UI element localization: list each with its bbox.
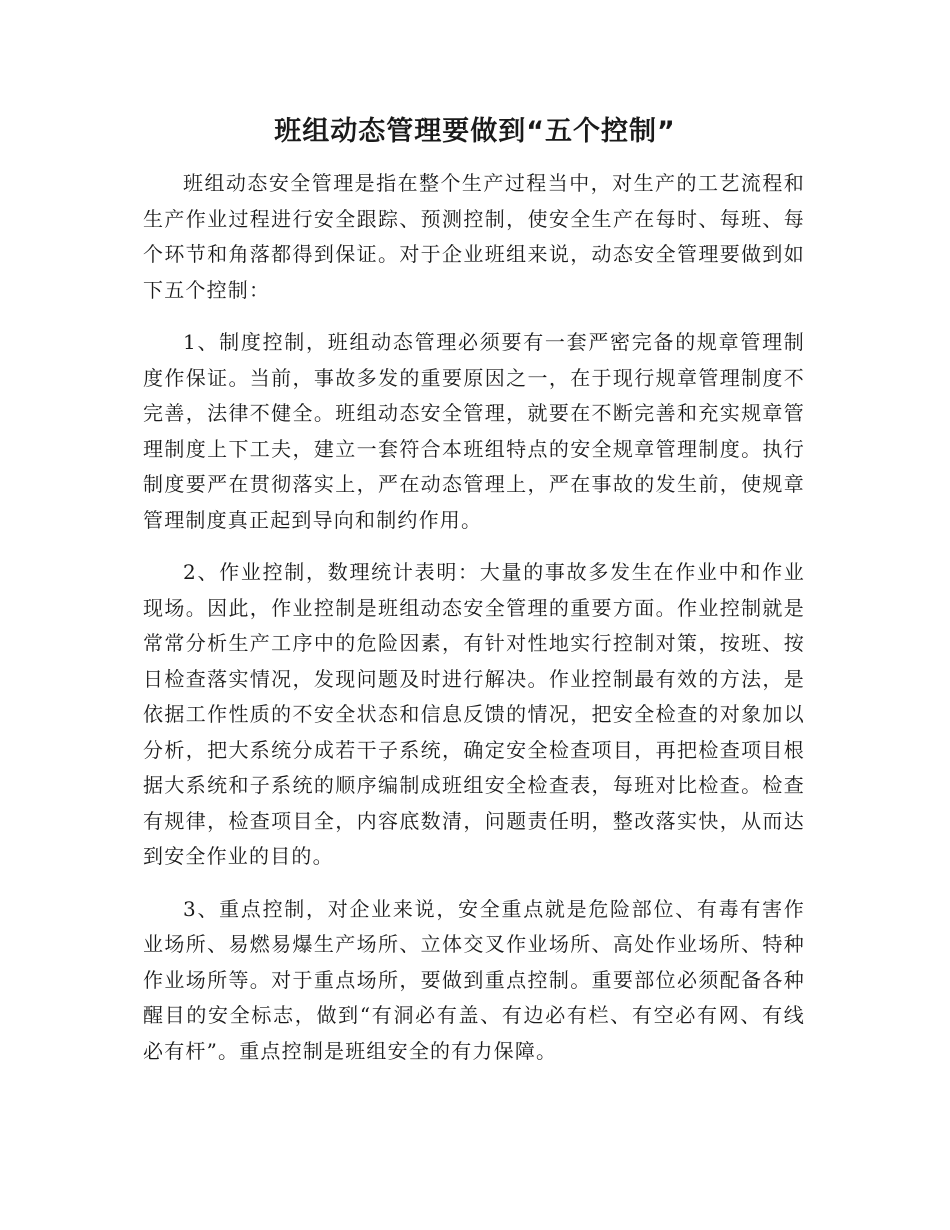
intro-paragraph: 班组动态安全管理是指在整个生产过程当中，对生产的工艺流程和生产作业过程进行安全跟踪、预测控制，使安全生产在每时、每班、每个环节和角落都得到保证。对于企业班组来说，动态安全管理要做到如下五个控制： xyxy=(143,171,805,302)
operation-control-paragraph: 2、作业控制，数理统计表明：大量的事故多发生在作业中和作业现场。因此，作业控制是班组动态安全管理的重要方面。作业控制就是常常分析生产工序中的危险因素，有针对性地实行控制对策，按班、按日检查落实情况，发现问题及时进行解决。作业控制最有效的方法，是依据工作性质的不安全状态和信息反馈的情况，把安全检查的对象加以分析，把大系统分成若干子系统，确定安全检查项目，再把检查项目根据大系统和子系统的顺序编制成班组安全检查表，每班对比检查。检查有规律，检查项目全，内容底数清，问题责任明，整改落实快，从而达到安全作业的目的。 xyxy=(143,560,805,868)
key-point-control-paragraph: 3、重点控制，对企业来说，安全重点就是危险部位、有毒有害作业场所、易燃易爆生产场所、立体交叉作业场所、高处作业场所、特种作业场所等。对于重点场所，要做到重点控制。重要部位必须配备各种醒目的安全标志，做到“有洞必有盖、有边必有栏、有空必有网、有线必有杆”。重点控制是班组安全的有力保障。 xyxy=(143,896,805,1063)
document-title: 班组动态管理要做到“五个控制” xyxy=(274,116,676,147)
system-control-paragraph: 1、制度控制，班组动态管理必须要有一套严密完备的规章管理制度作保证。当前，事故多发的重要原因之一，在于现行规章管理制度不完善，法律不健全。班组动态安全管理，就要在不断完善和充实规章管理制度上下工夫，建立一套符合本班组特点的安全规章管理制度。执行制度要严在贯彻落实上，严在动态管理上，严在事故的发生前，使规章管理制度真正起到导向和制约作用。 xyxy=(143,330,805,532)
document-body xyxy=(143,166,805,1086)
